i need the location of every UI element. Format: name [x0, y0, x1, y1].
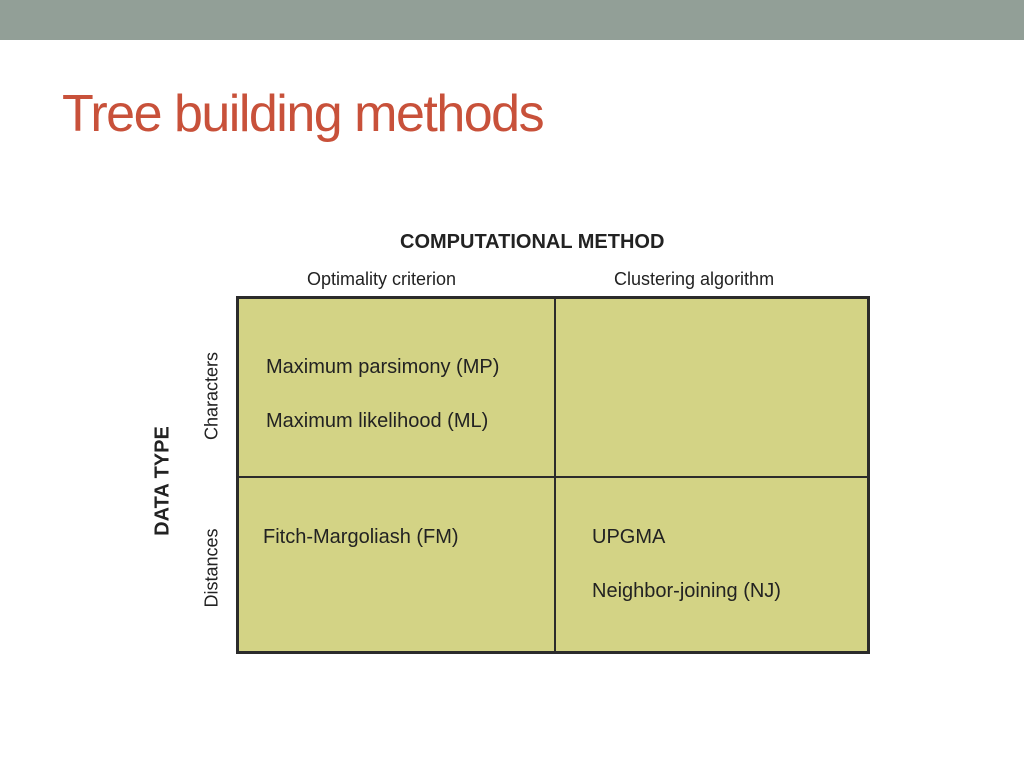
cell-fitch-margoliash: Fitch-Margoliash (FM) [263, 526, 459, 548]
grid-vertical-divider [554, 299, 556, 651]
column-label-clustering: Clustering algorithm [614, 269, 775, 289]
column-header: COMPUTATIONAL METHOD [400, 231, 665, 253]
cell-neighbor-joining: Neighbor-joining (NJ) [592, 580, 781, 602]
top-accent-bar [0, 0, 1024, 40]
slide-title: Tree building methods [62, 85, 544, 143]
cell-maximum-parsimony: Maximum parsimony (MP) [266, 356, 500, 378]
column-label-optimality: Optimality criterion [307, 269, 457, 289]
method-grid [236, 296, 870, 654]
row-label-characters: Characters [201, 351, 222, 441]
row-header: DATA TYPE [151, 426, 174, 536]
cell-upgma: UPGMA [592, 526, 666, 548]
cell-maximum-likelihood: Maximum likelihood (ML) [266, 410, 489, 432]
grid-horizontal-divider [239, 476, 867, 478]
row-label-distances: Distances [201, 528, 222, 608]
